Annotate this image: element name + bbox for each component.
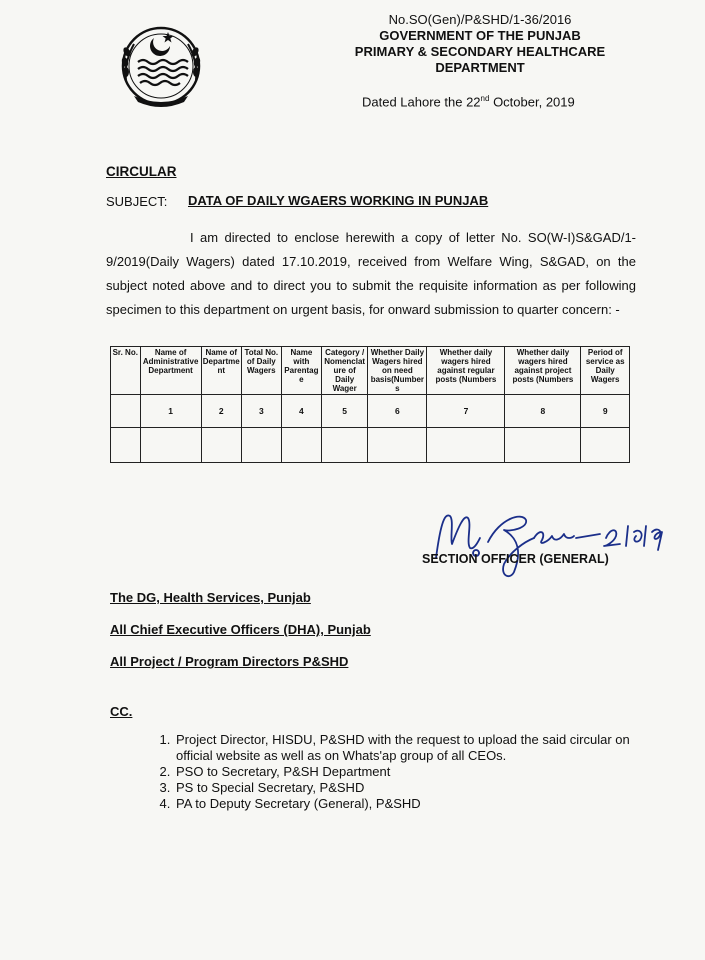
- table-header-cell: Period of service as Daily Wagers: [581, 347, 630, 395]
- cc-list-item: 3. PS to Special Secretary, P&SHD: [174, 780, 664, 796]
- table-cell: [241, 428, 281, 463]
- table-header-cell: Whether daily wagers hired against project posts (Numbers: [505, 347, 581, 395]
- table-header-row: [111, 347, 630, 395]
- addressee: All Project / Program Directors P&SHD: [110, 654, 349, 669]
- table-cell: [581, 428, 630, 463]
- body-paragraph: I am directed to enclose herewith a copy of letter No. SO(W-I)S&GAD/1-9/2019(Daily Wagers) dated 17.10.2019, received from Welfare Wing, S&GAD, on the subject noted above and to direct you to submit the requisite information as per following specimen to this department on urgent basis, for onward submission to quarter concern: -: [106, 230, 636, 317]
- department-line-1: PRIMARY & SECONDARY HEALTHCARE: [354, 44, 606, 59]
- table-cell: [505, 428, 581, 463]
- section-officer-title: SECTION OFFICER (GENERAL): [422, 552, 609, 566]
- table-header-cell: Whether daily wagers hired against regular posts (Numbers: [427, 347, 505, 395]
- table-cell: 8: [505, 395, 581, 428]
- dated-prefix: Dated Lahore the 22: [362, 94, 481, 110]
- table-header-cell: Whether Daily Wagers hired on need basis(Numbers: [368, 347, 427, 395]
- department-line-2: DEPARTMENT: [435, 60, 525, 75]
- table-cell: [201, 428, 241, 463]
- cc-list-item: 2. PSO to Secretary, P&SH Department: [174, 764, 664, 780]
- table-cell: 9: [581, 395, 630, 428]
- table-cell: 4: [281, 395, 321, 428]
- table-cell: [368, 428, 427, 463]
- table-cell: 6: [368, 395, 427, 428]
- table-cell: [427, 428, 505, 463]
- table-header-cell: Name of Department: [201, 347, 241, 395]
- cc-list-item: 1. Project Director, HISDU, P&SHD with the request to upload the said circular on official website as well as on Whats'ap group of all CEOs.: [174, 732, 664, 764]
- reference-number: No.SO(Gen)/P&SHD/1-36/2016: [388, 12, 572, 27]
- table-header-cell: Sr. No.: [111, 347, 141, 395]
- dated-superscript: nd: [480, 94, 490, 103]
- table-cell: 2: [201, 395, 241, 428]
- government-title: GOVERNMENT OF THE PUNJAB: [379, 28, 581, 43]
- table-header-cell: Total No. of Daily Wagers: [241, 347, 281, 395]
- table-header-cell: Category / Nomenclature of Daily Wager: [321, 347, 367, 395]
- table-number-row: [111, 395, 630, 428]
- addressee: The DG, Health Services, Punjab: [110, 590, 311, 605]
- table-header-cell: Name of Administrative Department: [140, 347, 201, 395]
- subject-label: SUBJECT:: [106, 194, 168, 209]
- table-cell: [111, 428, 141, 463]
- handwritten-signature: [430, 498, 670, 578]
- table-cell: 7: [427, 395, 505, 428]
- table-blank-row: [111, 428, 630, 463]
- table-cell: [321, 428, 367, 463]
- table-cell: [111, 395, 141, 428]
- dated-suffix: October, 2019: [489, 94, 575, 110]
- table-cell: [140, 428, 201, 463]
- cc-label: CC.: [110, 704, 133, 719]
- table-cell: 5: [321, 395, 367, 428]
- circular-title: CIRCULAR: [106, 164, 177, 179]
- cc-list: [152, 732, 664, 812]
- specimen-table: [110, 346, 630, 463]
- punjab-emblem-logo: [112, 22, 210, 110]
- table-cell: 3: [241, 395, 281, 428]
- addressee: All Chief Executive Officers (DHA), Punjab: [110, 622, 371, 637]
- dated-line: [362, 94, 575, 109]
- table-cell: [281, 428, 321, 463]
- cc-list-item: 4. PA to Deputy Secretary (General), P&SHD: [174, 796, 664, 812]
- table-cell: 1: [140, 395, 201, 428]
- subject-text: DATA OF DAILY WGAERS WORKING IN PUNJAB: [188, 193, 489, 208]
- table-header-cell: Name with Parentage: [281, 347, 321, 395]
